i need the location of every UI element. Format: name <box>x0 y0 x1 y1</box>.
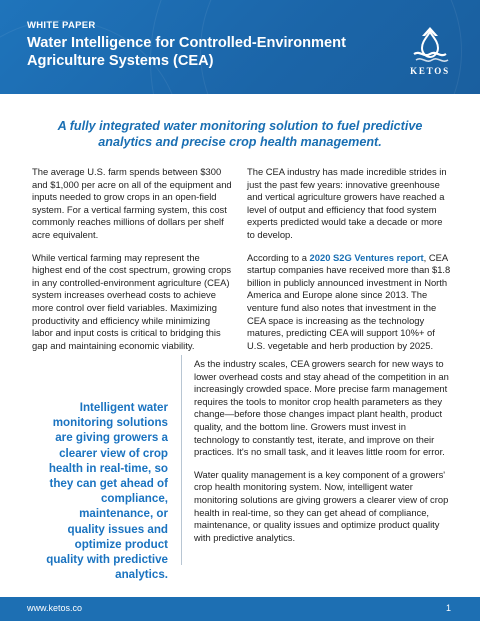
left-column <box>32 166 232 362</box>
page-title: Water Intelligence for Controlled-Environment Agriculture Systems (CEA) <box>27 35 346 69</box>
ketos-logo-icon <box>404 24 456 70</box>
pull-quote: Intelligent water monitoring solutions are giving growers a clearer view of crop health in real-time, so they can get ahead of compliance, maintenance, or quality issues and optimize product quality with predictive analytics. <box>46 401 168 582</box>
paragraph-text: , CEA startup companies have received more than $1.8 billion in publicly announced investment in North America and Europe alone since 2013. The venture fund also notes that investment in the CEA space is increasing as the technology matures, predicting CEA will support 10%+ of U.S. vegetable and herb production by 2025. <box>247 251 451 351</box>
header-banner <box>0 0 480 94</box>
paragraph-text: According to a <box>247 251 310 263</box>
logo-wordmark: KETOS <box>410 66 450 76</box>
paragraph: As the industry scales, CEA growers search for new ways to lower overhead costs and stay ahead of the competition in an increasingly crowded space. More precise farm management requires the tools to monitor crop health parameters as they change—before those changes impact plant health, product quality, and the bottom line. Growers must invest in technology to constantly test, iterate, and improve on their practices. It's no small task, and it leaves little room for error. <box>194 358 449 458</box>
page-number: 1 <box>445 603 451 613</box>
divider <box>181 355 182 565</box>
subheading: A fully integrated water monitoring solution to fuel predictive analytics and precise crop health management. <box>57 119 423 149</box>
paragraph: While vertical farming may represent the highest end of the cost spectrum, growing crops in any controlled-environment agriculture (CEA) system increases overhead costs to achieve more control over field variables. Maximizing productivity and efficiency while minimizing labor and input costs is critical to bridging this gap and maintaining economic viability. <box>32 251 232 351</box>
paragraph: Water quality management is a key component of a growers' crop health monitoring system. Now, intelligent water monitoring solutions are giving growers a clearer view of crop health in real-time, so they can get ahead of compliance, maintenance, or quality issues and optimize product quality with predictive analytics. <box>194 468 449 543</box>
paragraph: The CEA industry has made incredible strides in just the past few years: innovative greenhouse and vertical agriculture growers have reached a level of output and efficiency that food system experts predicted would take a decade or more to develop. <box>247 166 447 240</box>
document-type-label: WHITE PAPER <box>27 20 96 31</box>
bottom-column <box>194 358 452 554</box>
paragraph: The average U.S. farm spends between $300 and $1,000 per acre on all of the equipment and inputs needed to grow crops in an open-field system. For a vertical farming system, this cost commonly reaches millions of dollars per shelf acre equivalent. <box>32 166 232 240</box>
paragraph <box>247 252 451 353</box>
footer-bar <box>0 597 480 621</box>
footer-website-link[interactable]: www.ketos.co <box>27 603 83 613</box>
report-link[interactable]: 2020 S2G Ventures report <box>309 251 424 263</box>
right-column <box>247 166 451 362</box>
